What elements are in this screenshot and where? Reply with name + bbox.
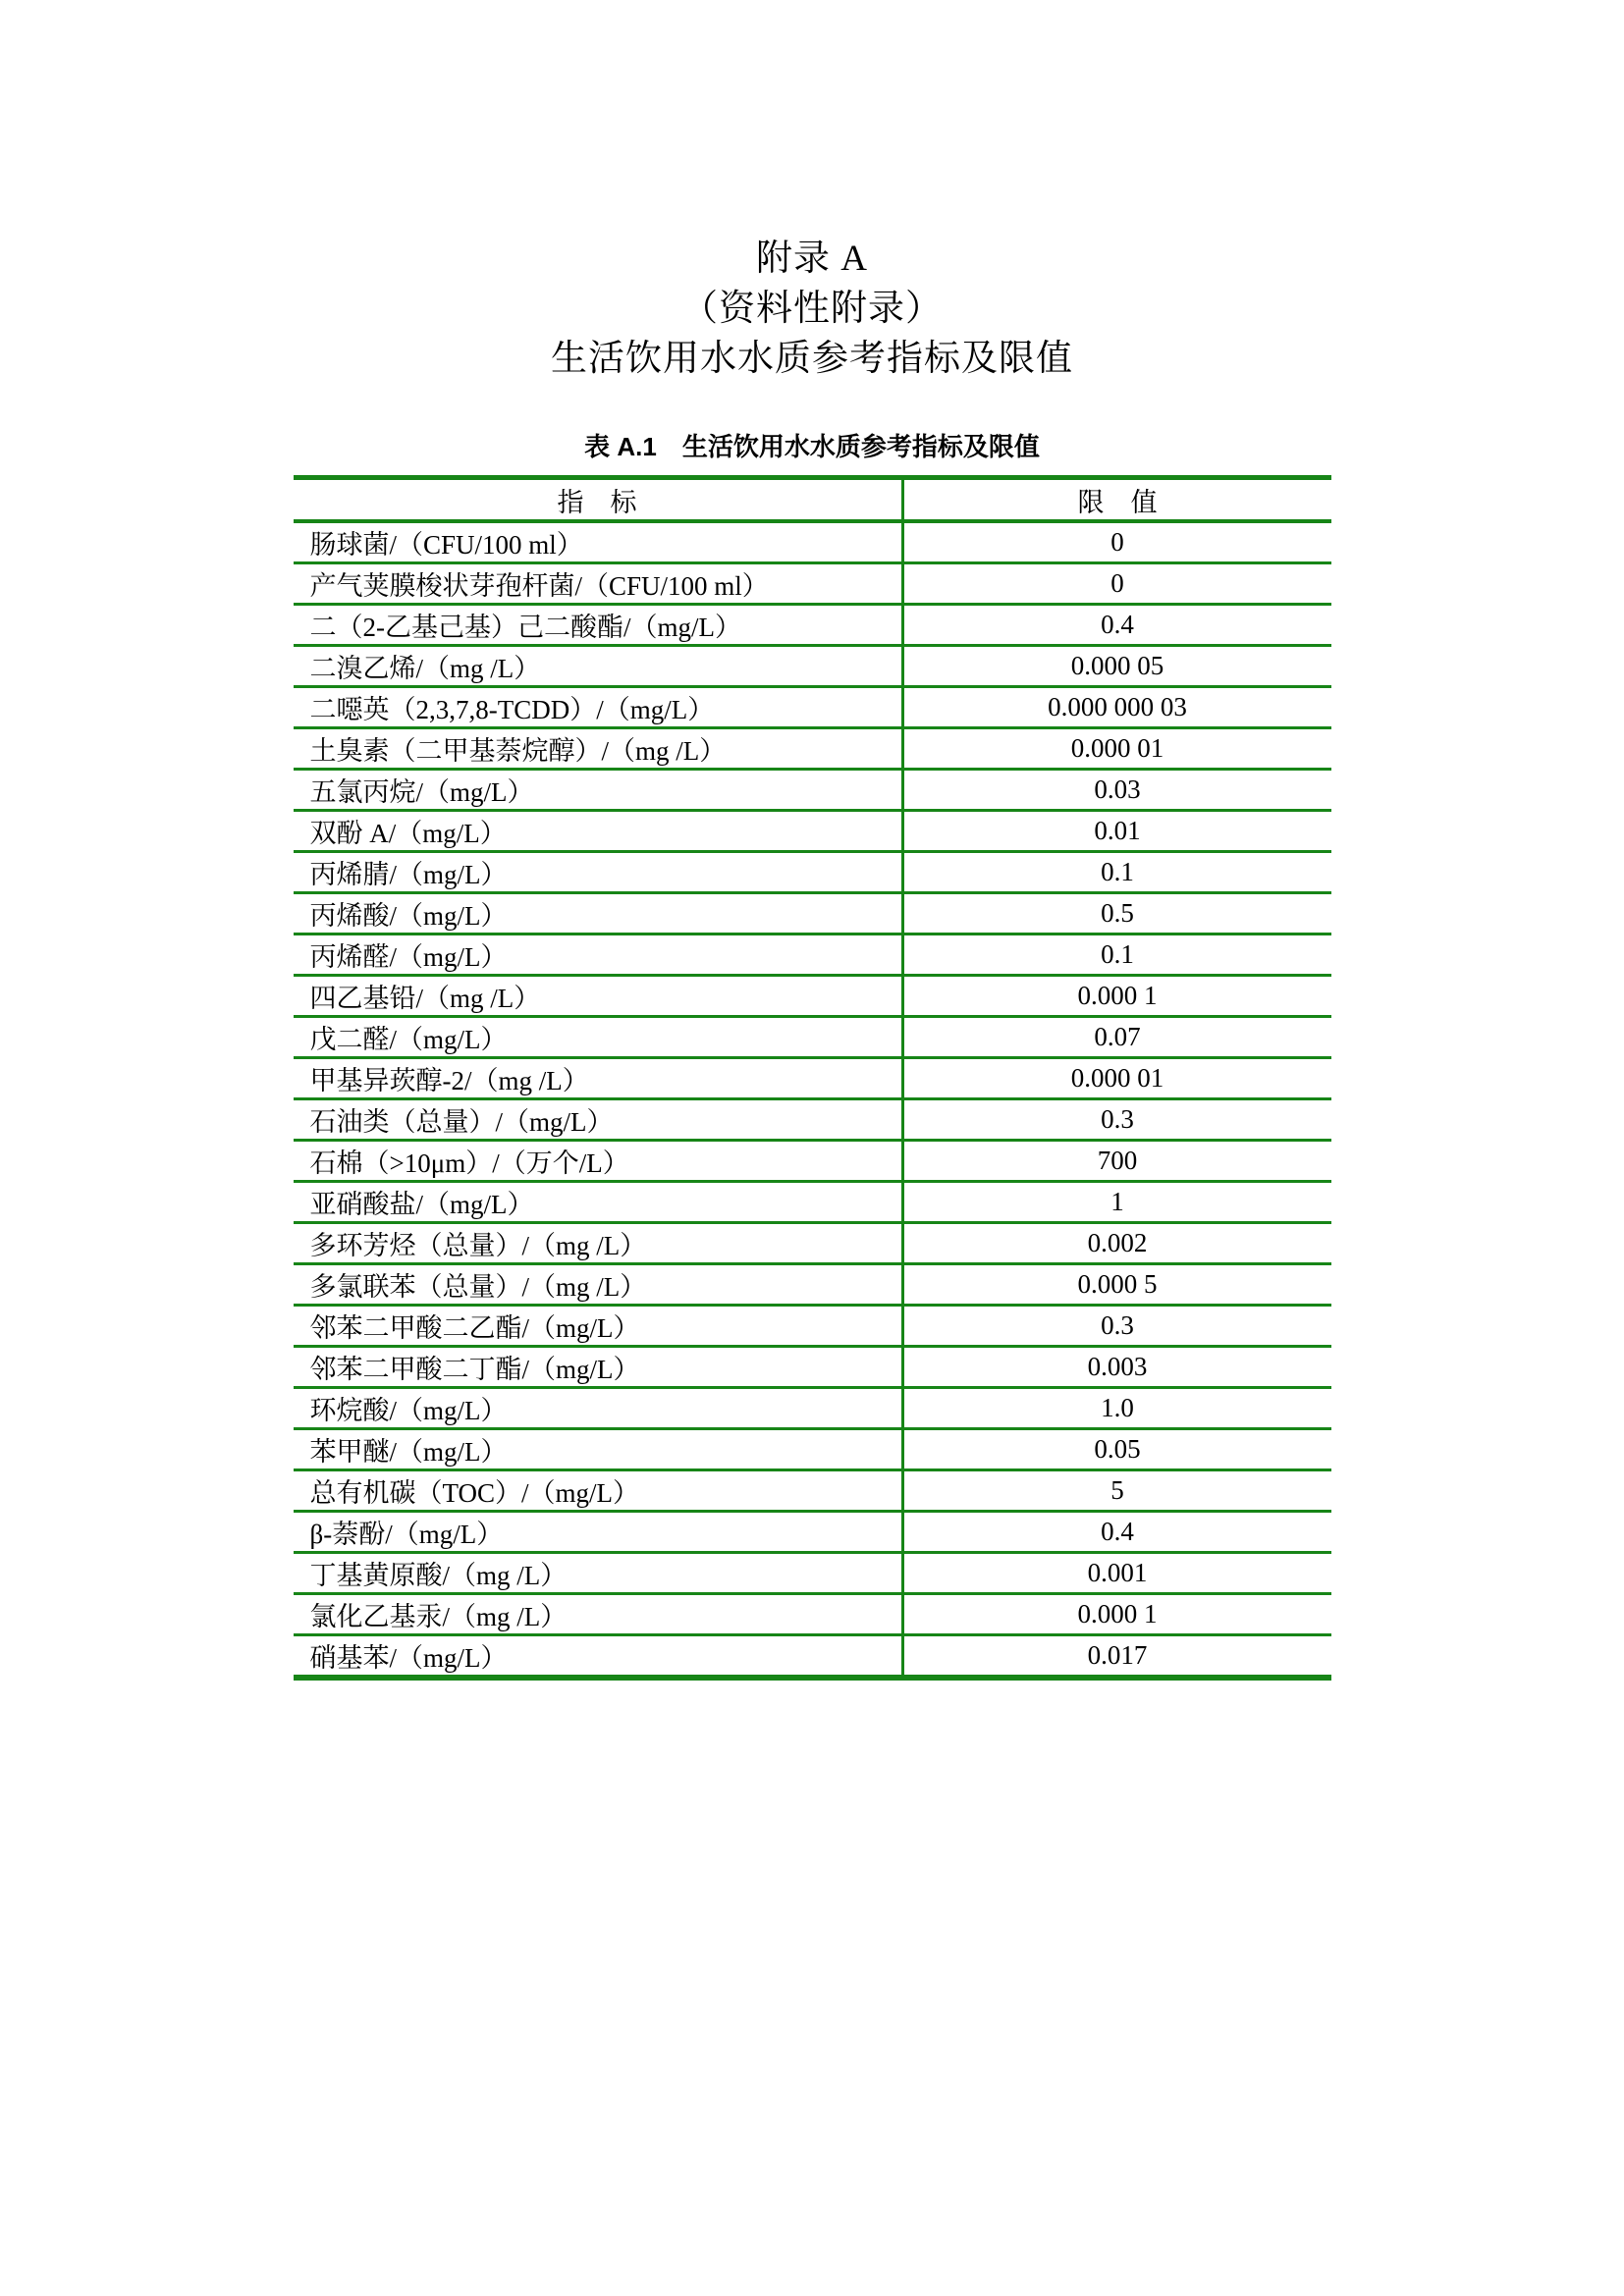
table-body <box>294 521 1331 1678</box>
indicator-cell: 二溴乙烯/（mg /L） <box>294 646 903 687</box>
indicator-cell: 土臭素（二甲基萘烷醇）/（mg /L） <box>294 728 903 770</box>
indicator-cell: 硝基苯/（mg/L） <box>294 1635 903 1679</box>
limit-cell: 0.000 000 03 <box>902 687 1331 728</box>
table-row <box>294 934 1331 976</box>
reference-indicators-table <box>294 475 1331 1681</box>
appendix-header <box>0 234 1624 384</box>
limit-cell: 0.05 <box>902 1429 1331 1470</box>
table-row <box>294 1017 1331 1058</box>
table-header <box>294 478 1331 522</box>
appendix-title: 生活饮用水水质参考指标及限值 <box>551 339 1073 379</box>
limit-cell: 0 <box>902 563 1331 605</box>
indicator-cell: 肠球菌/（CFU/100 ml） <box>294 521 903 563</box>
indicator-cell: 环烷酸/（mg/L） <box>294 1388 903 1429</box>
limit-cell: 0.000 01 <box>902 728 1331 770</box>
limit-cell: 0.03 <box>902 770 1331 811</box>
table-row <box>294 687 1331 728</box>
indicator-cell: 总有机碳（TOC）/（mg/L） <box>294 1470 903 1512</box>
table-row <box>294 646 1331 687</box>
indicator-cell: 丁基黄原酸/（mg /L） <box>294 1553 903 1594</box>
indicator-cell: 邻苯二甲酸二乙酯/（mg/L） <box>294 1306 903 1347</box>
table-row <box>294 1594 1331 1635</box>
table-row <box>294 605 1331 646</box>
limit-cell: 1.0 <box>902 1388 1331 1429</box>
limit-cell: 0.1 <box>902 934 1331 976</box>
table-row <box>294 1099 1331 1141</box>
limit-cell: 0.000 01 <box>902 1058 1331 1099</box>
indicator-cell: 邻苯二甲酸二丁酯/（mg/L） <box>294 1347 903 1388</box>
indicator-cell: 戊二醛/（mg/L） <box>294 1017 903 1058</box>
indicator-cell: 丙烯酸/（mg/L） <box>294 893 903 934</box>
indicator-cell: 五氯丙烷/（mg/L） <box>294 770 903 811</box>
table-row <box>294 1182 1331 1223</box>
table-row <box>294 1512 1331 1553</box>
limit-cell: 0.4 <box>902 605 1331 646</box>
table-row <box>294 1141 1331 1182</box>
limit-cell: 1 <box>902 1182 1331 1223</box>
limit-cell: 0.000 5 <box>902 1264 1331 1306</box>
table-row <box>294 893 1331 934</box>
indicator-cell: 亚硝酸盐/（mg/L） <box>294 1182 903 1223</box>
table-row <box>294 770 1331 811</box>
indicator-cell: 二噁英（2,3,7,8-TCDD）/（mg/L） <box>294 687 903 728</box>
limit-cell: 0.002 <box>902 1223 1331 1264</box>
table-row <box>294 811 1331 852</box>
limit-cell: 0.000 1 <box>902 1594 1331 1635</box>
indicator-cell: 双酚 A/（mg/L） <box>294 811 903 852</box>
table-row <box>294 1429 1331 1470</box>
limit-cell: 0.01 <box>902 811 1331 852</box>
limit-cell: 0.001 <box>902 1553 1331 1594</box>
limit-column-header: 限 值 <box>902 478 1331 522</box>
appendix-label: 附录 A <box>756 239 868 279</box>
table-row <box>294 1306 1331 1347</box>
limit-cell: 0.000 1 <box>902 976 1331 1017</box>
table-row <box>294 1553 1331 1594</box>
limit-cell: 700 <box>902 1141 1331 1182</box>
appendix-note: （资料性附录） <box>681 289 943 329</box>
indicator-cell: 四乙基铅/（mg /L） <box>294 976 903 1017</box>
indicator-cell: 多环芳烃（总量）/（mg /L） <box>294 1223 903 1264</box>
indicator-cell: 苯甲醚/（mg/L） <box>294 1429 903 1470</box>
limit-cell: 0.017 <box>902 1635 1331 1679</box>
indicator-cell: 产气荚膜梭状芽孢杆菌/（CFU/100 ml） <box>294 563 903 605</box>
limit-cell: 0.000 05 <box>902 646 1331 687</box>
indicator-column-header: 指 标 <box>294 478 903 522</box>
limit-cell: 0.1 <box>902 852 1331 893</box>
indicator-cell: β-萘酚/（mg/L） <box>294 1512 903 1553</box>
header-row <box>294 478 1331 522</box>
table-row <box>294 976 1331 1017</box>
indicator-cell: 丙烯腈/（mg/L） <box>294 852 903 893</box>
indicator-cell: 石棉（>10μm）/（万个/L） <box>294 1141 903 1182</box>
limit-cell: 0.003 <box>902 1347 1331 1388</box>
table-row <box>294 1058 1331 1099</box>
table-row <box>294 1264 1331 1306</box>
limit-cell: 0.5 <box>902 893 1331 934</box>
indicator-cell: 丙烯醛/（mg/L） <box>294 934 903 976</box>
indicator-cell: 氯化乙基汞/（mg /L） <box>294 1594 903 1635</box>
indicator-cell: 二（2-乙基己基）己二酸酯/（mg/L） <box>294 605 903 646</box>
limit-cell: 0.3 <box>902 1306 1331 1347</box>
table-row <box>294 1223 1331 1264</box>
table-row <box>294 1470 1331 1512</box>
limit-cell: 5 <box>902 1470 1331 1512</box>
table-row <box>294 1635 1331 1679</box>
table-row <box>294 1347 1331 1388</box>
table-row <box>294 728 1331 770</box>
table-row <box>294 521 1331 563</box>
table-row <box>294 1388 1331 1429</box>
limit-cell: 0 <box>902 521 1331 563</box>
limit-cell: 0.07 <box>902 1017 1331 1058</box>
indicator-cell: 多氯联苯（总量）/（mg /L） <box>294 1264 903 1306</box>
table-row <box>294 852 1331 893</box>
table-row <box>294 563 1331 605</box>
indicator-cell: 石油类（总量）/（mg/L） <box>294 1099 903 1141</box>
limit-cell: 0.4 <box>902 1512 1331 1553</box>
limit-cell: 0.3 <box>902 1099 1331 1141</box>
table-caption: 表 A.1 生活饮用水水质参考指标及限值 <box>584 432 1040 461</box>
indicator-cell: 甲基异莰醇-2/（mg /L） <box>294 1058 903 1099</box>
